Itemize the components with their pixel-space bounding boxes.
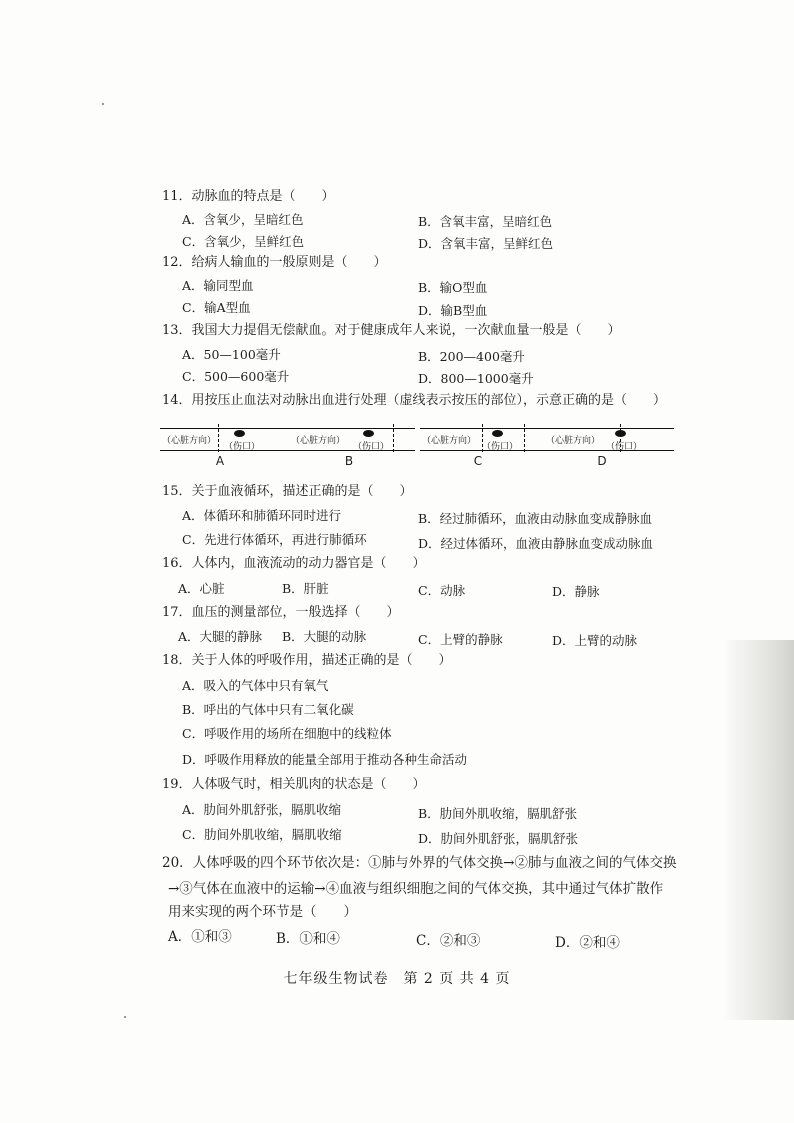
question-15-option-b: B．经过肺循环，血液由动脉血变成静脉血 [418,511,653,526]
question-20-stem-line-1: 20．人体呼吸的四个环节依次是：①肺与外界的气体交换→②肺与血液之间的气体交换 [162,855,677,871]
wound-text: （伤口） [353,442,390,452]
diagram-d [544,424,674,476]
question-14-stem: 14．用按压止血法对动脉出血进行处理（虚线表示按压的部位），示意正确的是（ ） [162,393,667,408]
question-15-stem: 15．关于血液循环，描述正确的是（ ） [162,484,413,499]
page-footer: 七年级生物试卷 第 2 页 共 4 页 [283,971,511,987]
question-18-option-c: C．呼吸作用的场所在细胞中的线粒体 [182,726,392,741]
question-15-option-d: D．经过体循环，血液由静脉血变成动脉血 [418,536,654,551]
question-17-stem: 17．血压的测量部位，一般选择（ ） [162,605,400,620]
vessel-top-line [544,428,674,429]
question-17-option-c: C．上臂的静脉 [418,632,503,647]
question-16-option-d: D．静脉 [552,584,600,599]
wound-mark [234,430,245,437]
diagram-b [285,424,415,476]
question-19-option-d: D．肋间外肌舒张，膈肌舒张 [418,831,579,846]
heart-direction-text: （心脏方向） [546,436,601,446]
press-dashed-line [524,424,525,452]
question-11-option-b: B．含氧丰富，呈暗红色 [418,214,553,229]
press-dashed-line [393,424,394,452]
vessel-bottom-line [285,450,415,451]
question-20-option-a: A．①和③ [168,929,232,945]
question-18-option-a: A．吸入的气体中只有氧气 [182,678,329,693]
question-11-option-a: A．含氧少，呈暗红色 [182,212,304,227]
question-20-stem-line-3: 用来实现的两个环节是（ ） [168,904,357,920]
question-13-option-a: A．50—100毫升 [182,347,281,362]
question-15-option-c: C．先进行体循环，再进行肺循环 [182,532,367,547]
question-17-option-b: B．大腿的动脉 [282,629,367,644]
vessel-top-line [160,428,290,429]
question-11-option-d: D．含氧丰富，呈鲜红色 [418,236,554,251]
question-13-option-b: B．200—400毫升 [418,349,525,364]
heart-direction-text: （心脏方向） [422,436,477,446]
press-dashed-line [218,424,219,452]
question-20-stem-line-2: →③气体在血液中的运输→④血液与组织细胞之间的气体交换，其中通过气体扩散作 [168,881,664,897]
question-15-option-a: A．体循环和肺循环同时进行 [182,508,342,523]
diagram-a [160,424,290,476]
question-16-option-b: B．肝脏 [282,581,329,596]
question-12-stem: 12．给病人输血的一般原则是（ ） [162,255,387,270]
question-19-option-a: A．肋间外肌舒张，膈肌收缩 [182,802,342,817]
scan-speck [102,103,104,105]
question-19-option-c: C．肋间外肌收缩，膈肌收缩 [182,827,342,842]
question-12-option-b: B．输O型血 [418,280,488,295]
heart-direction-text: （心脏方向） [162,436,217,446]
question-16-stem: 16．人体内，血液流动的动力器官是（ ） [162,556,426,571]
wound-text: （伤口） [606,442,643,452]
vessel-top-line [420,428,550,429]
diagram-label: D [597,454,607,468]
question-19-stem: 19．人体吸气时，相关肌肉的状态是（ ） [162,777,426,792]
question-16-option-c: C．动脉 [418,583,466,598]
question-11-stem: 11．动脉血的特点是（ ） [162,189,335,204]
wound-text: （伤口） [224,442,261,452]
question-18-option-d: D．呼吸作用释放的能量全部用于推动各种生命活动 [182,752,468,767]
question-18-option-b: B．呼出的气体中只有二氧化碳 [182,702,354,717]
diagram-label: B [344,454,354,468]
question-18-stem: 18．关于人体的呼吸作用，描述正确的是（ ） [162,653,452,668]
question-11-option-c: C．含氧少，呈鲜红色 [182,234,305,249]
question-20-option-d: D．②和④ [555,935,620,951]
question-12-option-d: D．输B型血 [418,303,488,318]
question-16-option-a: A．心脏 [178,581,225,596]
question-20-option-b: B．①和④ [276,931,340,947]
heart-direction-text: （心脏方向） [291,436,346,446]
question-20-option-c: C．②和③ [416,933,481,949]
diagram-c [420,424,550,476]
question-13-option-d: D．800—1000毫升 [418,371,534,386]
scan-shadow [722,640,794,1020]
question-17-option-a: A．大腿的静脉 [178,629,263,644]
diagram-label: C [473,454,483,468]
question-13-option-c: C．500—600毫升 [182,369,290,384]
question-12-option-c: C．输A型血 [182,300,251,315]
scan-speck [124,1016,126,1018]
wound-mark [363,430,374,437]
wound-text: （伤口） [482,442,519,452]
vessel-top-line [285,428,415,429]
diagram-label: A [215,454,225,468]
question-17-option-d: D．上臂的动脉 [552,633,638,648]
question-13-stem: 13．我国大力提倡无偿献血。对于健康成年人来说，一次献血量一般是（ ） [162,323,621,338]
wound-mark [492,430,503,437]
question-12-option-a: A．输同型血 [182,278,254,293]
question-19-option-b: B．肋间外肌收缩，膈肌舒张 [418,806,578,821]
